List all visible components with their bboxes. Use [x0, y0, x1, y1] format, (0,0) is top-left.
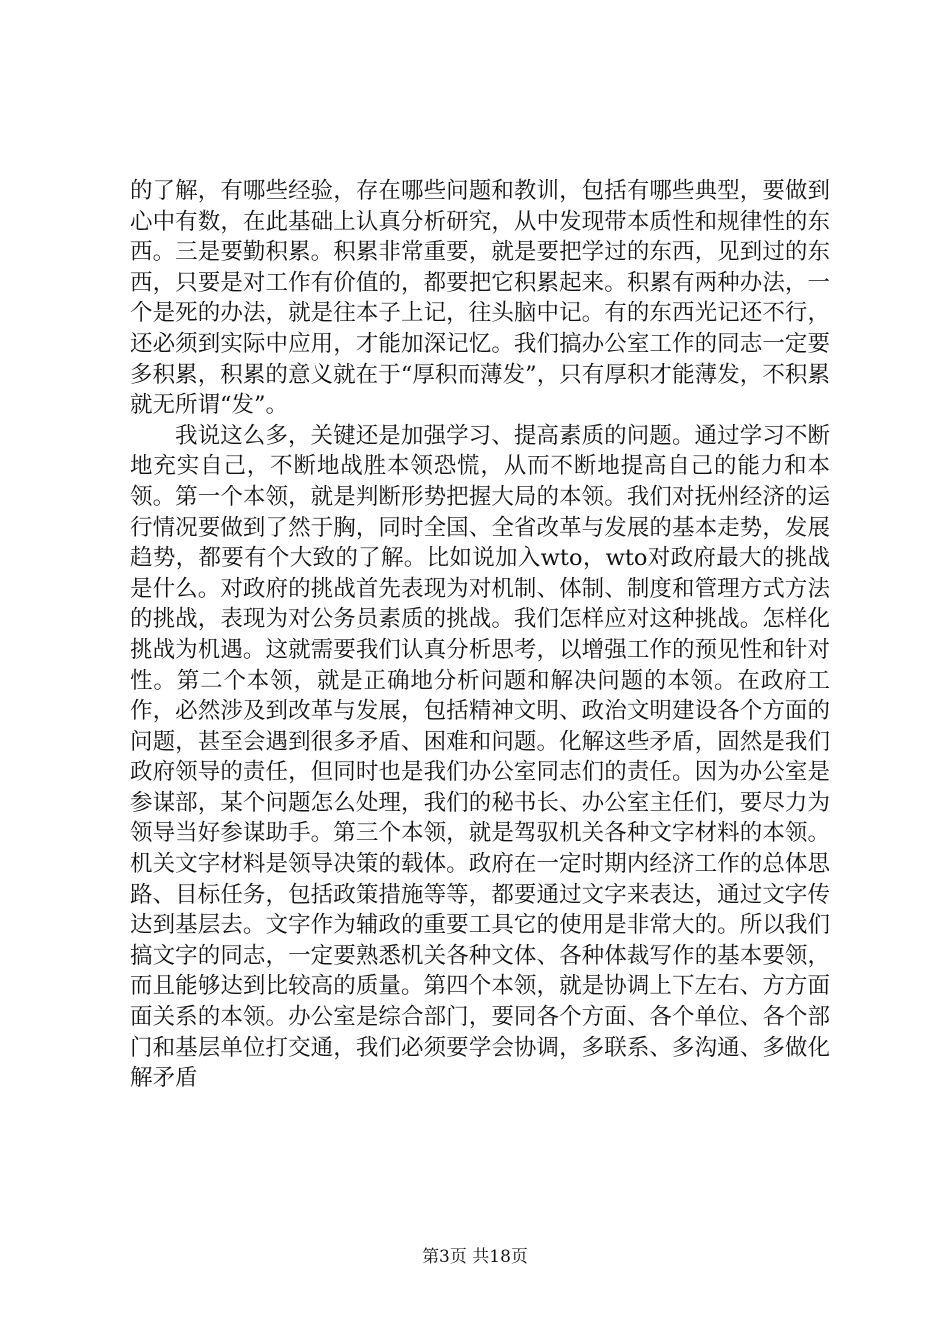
paragraph-continued: 的了解，有哪些经验，存在哪些问题和教训，包括有哪些典型，要做到心中有数，在此基础上认真分析研究，从中发现带本质性和规律性的东西。三是要勤积累。积累非常重要，就是要把学过的东西，见到过的东西，只要是对工作有价值的，都要把它积累起来。积累有两种办法，一个是死的办法，就是往本子上记，往头脑中记。有的东西光记还不行，还必须到实际中应用，才能加深记忆。我们搞办公室工作的同志一定要多积累，积累的意义就在于“厚积而薄发”，只有厚积才能薄发，不积累就无所谓“发”。 — [130, 178, 830, 419]
page-number-footer: 第3页 共18页 — [422, 1247, 528, 1267]
paragraph-skills: 我说这么多，关键还是加强学习、提高素质的问题。通过学习不断地充实自己，不断地战胜本领恐慌，从而不断地提高自己的能力和本领。第一个本领，就是判断形势把握大局的本领。我们对抚州经济的运行情况要做到了然于胸，同时全国、全省改革与发展的基本走势，发展趋势，都要有个大致的了解。比如说加入wto，wto对政府最大的挑战是什么。对政府的挑战首先表现为对机制、体制、制度和管理方式方法的挑战，表现为对公务员素质的挑战。我们怎样应对这种挑战。怎样化挑战为机遇。这就需要我们认真分析思考，以增强工作的预见性和针对性。第二个本领，就是正确地分析问题和解决问题的本领。在政府工作，必然涉及到改革与发展，包括精神文明、政治文明建设各个方面的问题，甚至会遇到很多矛盾、困难和问题。化解这些矛盾，固然是我们政府领导的责任，但同时也是我们办公室同志们的责任。因为办公室是参谋部，某个问题怎么处理，我们的秘书长、办公室主任们，要尽力为领导当好参谋助手。第三个本领，就是驾驭机关各种文字材料的本领。机关文字材料是领导决策的载体。政府在一定时期内经济工作的总体思路、目标任务，包括政策措施等等，都要通过文字来表达，通过文字传达到基层去。文字作为辅政的重要工具它的使用是非常大的。所以我们搞文字的同志，一定要熟悉机关各种文体、各种体裁写作的基本要领，而且能够达到比较高的质量。第四个本领，就是协调上下左右、方方面面关系的本领。办公室是综合部门，要同各个方面、各个单位、各个部门和基层单位打交通，我们必须要学会协调，多联系、多沟通、多做化解矛盾 — [130, 422, 830, 1092]
document-body — [130, 176, 830, 1094]
